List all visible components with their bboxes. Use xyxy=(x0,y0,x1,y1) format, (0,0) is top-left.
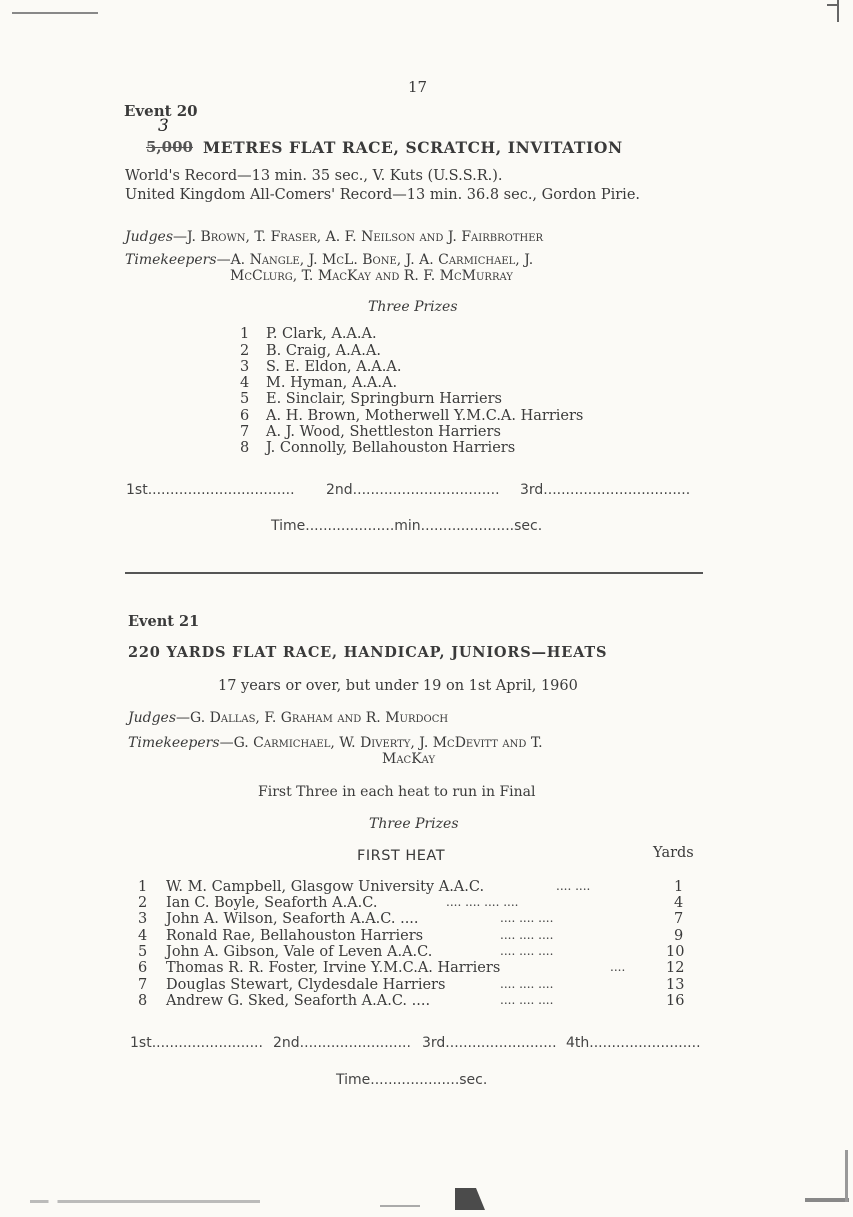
entrant-number: 5 xyxy=(240,391,250,407)
entrant-name: John A. Wilson, Seaforth A.A.C. .... xyxy=(166,911,419,927)
entrant-number: 6 xyxy=(240,408,250,424)
entrant-number: 7 xyxy=(138,977,148,993)
entrant-number: 2 xyxy=(138,895,148,911)
entrant-name: W. M. Campbell, Glasgow University A.A.C. xyxy=(166,879,485,895)
event-21-eligibility: 17 years or over, but under 19 on 1st April, 1960 xyxy=(218,678,578,694)
judges-label: Judges xyxy=(125,229,174,245)
event-21-prizes: Three Prizes xyxy=(369,816,459,832)
table-row xyxy=(138,895,698,911)
timekeepers-names: —A. Nangle, J. McL. Bone, J. A. Carmichael, J. xyxy=(216,252,534,268)
yards-column-header: Yards xyxy=(653,845,694,861)
event-21-third-place-field: 3rd......................... xyxy=(422,1035,557,1051)
list-item xyxy=(240,408,583,424)
yards-value: 9 xyxy=(674,928,684,944)
timekeepers-label: Timekeepers xyxy=(125,252,217,268)
event-20-prizes: Three Prizes xyxy=(368,299,458,315)
table-row xyxy=(138,911,698,927)
entrant-number: 4 xyxy=(240,375,250,391)
scan-corner-mark xyxy=(827,4,837,6)
event-20-judges xyxy=(125,229,543,245)
judges-names: —G. Dallas, F. Graham and R. Murdoch xyxy=(176,710,449,726)
timekeepers-names: —G. Carmichael, W. Diverty, J. McDevitt and T. xyxy=(219,735,543,751)
entrant-number: 3 xyxy=(138,911,148,927)
section-divider xyxy=(125,572,703,574)
entrant-number: 4 xyxy=(138,928,148,944)
yards-value: 1 xyxy=(674,879,684,895)
event-20-world-record: World's Record—13 min. 35 sec., V. Kuts (U.S.S.R.). xyxy=(125,168,503,184)
timekeepers-label: Timekeepers xyxy=(128,735,220,751)
table-row xyxy=(138,879,698,895)
event-20-struck-distance: 5,000 xyxy=(146,138,193,156)
list-item xyxy=(240,359,401,375)
event-21-timekeepers-continued: MacKay xyxy=(382,751,436,767)
handwritten-correction: 3 xyxy=(158,116,169,136)
entrant-name: A. J. Wood, Shettleston Harriers xyxy=(266,424,501,440)
list-item xyxy=(240,326,377,342)
yards-value: 10 xyxy=(666,944,685,960)
entrant-number: 6 xyxy=(138,960,148,976)
event-20-timekeepers-continued: McClurg, T. MacKay and R. F. McMurray xyxy=(230,268,513,284)
scan-smudge xyxy=(455,1188,485,1210)
table-row xyxy=(138,928,698,944)
event-21-qualify-note: First Three in each heat to run in Final xyxy=(258,784,536,800)
entrant-number: 5 xyxy=(138,944,148,960)
event-20-label: Event 20 xyxy=(124,102,198,120)
entrant-number: 1 xyxy=(138,879,148,895)
heat-title: FIRST HEAT xyxy=(357,848,446,864)
list-item xyxy=(240,440,515,456)
list-item xyxy=(240,343,381,359)
yards-value: 7 xyxy=(674,911,684,927)
event-20-third-place-field: 3rd................................. xyxy=(520,482,691,498)
leader-dots: .... .... xyxy=(556,879,591,893)
event-20-uk-record: United Kingdom All-Comers' Record—13 min. 36.8 sec., Gordon Pirie. xyxy=(125,187,641,203)
entrant-name: E. Sinclair, Springburn Harriers xyxy=(266,391,502,407)
table-row xyxy=(138,944,698,960)
event-21-timekeepers xyxy=(128,735,543,751)
event-21-fourth-place-field: 4th......................... xyxy=(566,1035,701,1051)
entrant-name: B. Craig, A.A.A. xyxy=(266,343,381,359)
entrant-number: 3 xyxy=(240,359,250,375)
entrant-number: 7 xyxy=(240,424,250,440)
event-21-title: 220 YARDS FLAT RACE, HANDICAP, JUNIORS—HEATS xyxy=(128,644,608,661)
leader-dots: .... .... .... xyxy=(500,993,554,1007)
scan-corner-mark xyxy=(837,0,839,22)
event-20-second-place-field: 2nd................................. xyxy=(326,482,500,498)
event-20-time-field: Time....................min.....................sec. xyxy=(271,518,543,534)
entrant-number: 1 xyxy=(240,326,250,342)
entrant-number: 8 xyxy=(138,993,148,1009)
scan-corner-mark xyxy=(805,1198,849,1202)
event-21-judges xyxy=(128,710,448,726)
entrant-name: Douglas Stewart, Clydesdale Harriers xyxy=(166,977,446,993)
scan-edge-mark xyxy=(380,1205,420,1207)
entrant-number: 8 xyxy=(240,440,250,456)
list-item xyxy=(240,391,502,407)
entrant-name: P. Clark, A.A.A. xyxy=(266,326,377,342)
entrant-name: J. Connolly, Bellahouston Harriers xyxy=(266,440,516,456)
event-21-label: Event 21 xyxy=(128,613,200,630)
yards-value: 13 xyxy=(666,977,685,993)
table-row xyxy=(138,993,698,1009)
leader-dots: .... .... .... xyxy=(500,944,554,958)
event-21-second-place-field: 2nd......................... xyxy=(273,1035,411,1051)
scan-edge-mark xyxy=(30,1200,260,1203)
yards-value: 16 xyxy=(666,993,685,1009)
leader-dots: .... .... .... xyxy=(500,928,554,942)
entrant-name: John A. Gibson, Vale of Leven A.A.C. xyxy=(166,944,433,960)
entrant-number: 2 xyxy=(240,343,250,359)
leader-dots: .... .... .... .... xyxy=(446,895,519,909)
entrant-name: Ian C. Boyle, Seaforth A.A.C. xyxy=(166,895,378,911)
leader-dots: .... .... .... xyxy=(500,911,554,925)
event-21-time-field: Time....................sec. xyxy=(336,1072,488,1088)
event-20-timekeepers xyxy=(125,252,533,268)
list-item xyxy=(240,424,501,440)
yards-value: 12 xyxy=(666,960,685,976)
judges-names: —J. Brown, T. Fraser, A. F. Neilson and J. Fairbrother xyxy=(173,229,544,245)
entrant-name: M. Hyman, A.A.A. xyxy=(266,375,398,391)
event-21-first-place-field: 1st......................... xyxy=(130,1035,263,1051)
entrant-name: A. H. Brown, Motherwell Y.M.C.A. Harriers xyxy=(266,408,584,424)
leader-dots: .... xyxy=(610,960,626,974)
page-number: 17 xyxy=(408,78,428,96)
table-row xyxy=(138,977,698,993)
event-20-title: METRES FLAT RACE, SCRATCH, INVITATION xyxy=(203,138,623,157)
entrant-name: S. E. Eldon, A.A.A. xyxy=(266,359,402,375)
scan-corner-mark xyxy=(845,1150,848,1202)
event-20-first-place-field: 1st................................. xyxy=(126,482,295,498)
table-row xyxy=(138,960,698,976)
scan-edge-mark xyxy=(12,12,98,14)
entrant-name: Ronald Rae, Bellahouston Harriers xyxy=(166,928,424,944)
yards-value: 4 xyxy=(674,895,684,911)
list-item xyxy=(240,375,397,391)
entrant-name: Thomas R. R. Foster, Irvine Y.M.C.A. Harriers xyxy=(166,960,501,976)
entrant-name: Andrew G. Sked, Seaforth A.A.C. .... xyxy=(166,993,431,1009)
judges-label: Judges xyxy=(128,710,177,726)
leader-dots: .... .... .... xyxy=(500,977,554,991)
